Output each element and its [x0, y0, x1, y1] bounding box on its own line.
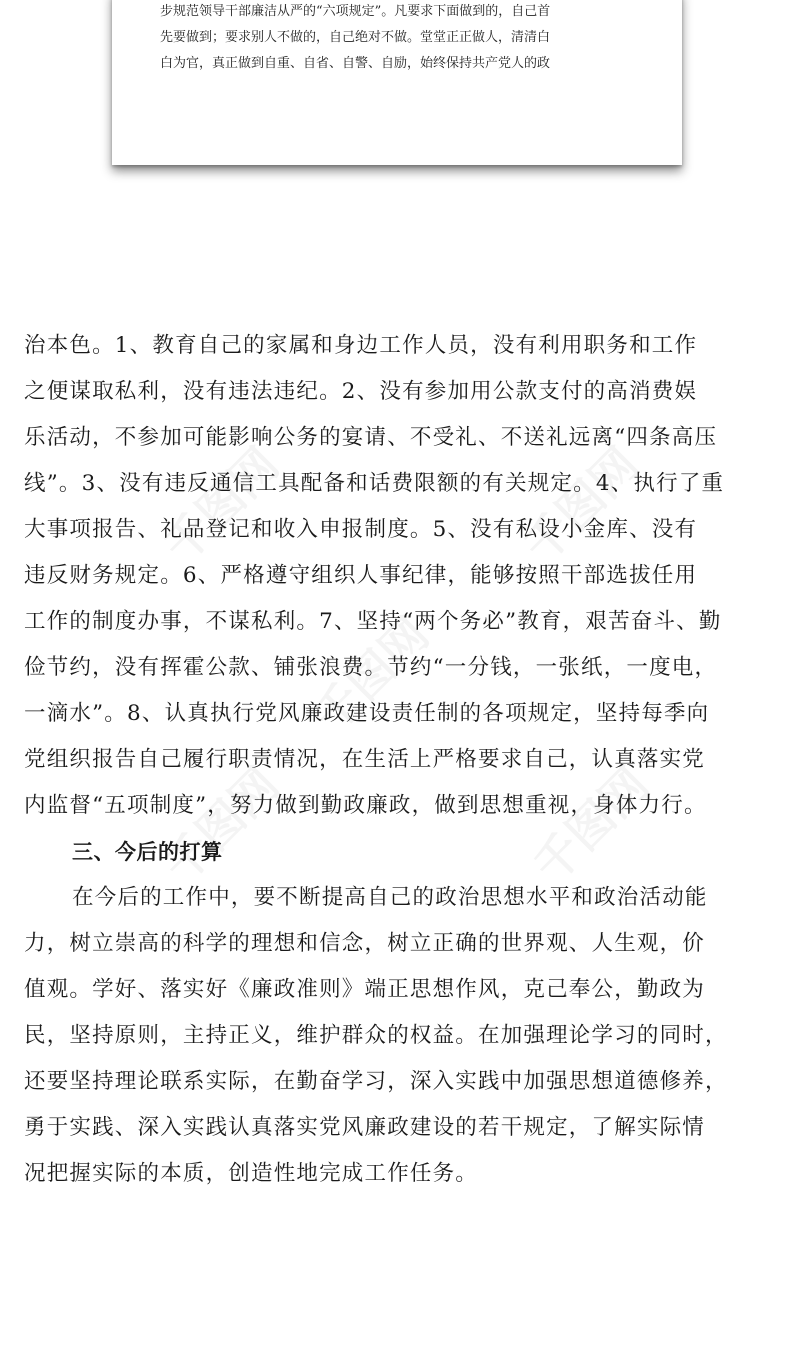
body-line: 大事项报告、礼品登记和收入申报制度。5、没有私设小金库、没有 [24, 517, 698, 542]
body-line: 勇于实践、深入实践认真落实党风廉政建设的若干规定，了解实际情 [24, 1115, 706, 1140]
card-line: 先要做到；要求别人不做的，自己绝对不做。堂堂正正做人，清清白 [160, 30, 551, 45]
body-line: 工作的制度办事，不谋私利。7、坚持“两个务必”教育，艰苦奋斗、勤 [24, 609, 722, 634]
body-line: 党组织报告自己履行职责情况，在生活上严格要求自己，认真落实党 [24, 747, 706, 772]
body-line: 一滴水”。8、认真执行党风廉政建设责任制的各项规定，坚持每季向 [24, 701, 710, 726]
body-line: 违反财务规定。6、严格遵守组织人事纪律，能够按照干部选拔任用 [24, 563, 698, 588]
body-line: 俭节约，没有挥霍公款、铺张浪费。节约“一分钱，一张纸，一度电， [24, 655, 718, 680]
body-line: 治本色。1、教育自己的家属和身边工作人员，没有利用职务和工作 [24, 333, 698, 358]
card-line: 白为官，真正做到自重、自省、自警、自励，始终保持共产党人的政 [160, 56, 551, 71]
body-line: 值观。学好、落实好《廉政准则》端正思想作风，克己奉公，勤政为 [24, 977, 706, 1002]
card-line: 步规范领导干部廉洁从严的“六项规定”。凡要求下面做到的，自己首 [160, 4, 551, 19]
body-line: 民，坚持原则，主持正义，维护群众的权益。在加强理论学习的同时， [24, 1023, 728, 1048]
body-line: 乐活动，不参加可能影响公务的宴请、不受礼、不送礼远离“四条高压 [24, 425, 718, 450]
body-line: 之便谋取私利，没有违法违纪。2、没有参加用公款支付的高消费娱 [24, 379, 698, 404]
body-line: 力，树立崇高的科学的理想和信念，树立正确的世界观、人生观，价 [24, 931, 706, 956]
body-line: 况把握实际的本质，创造性地完成工作任务。 [24, 1161, 479, 1186]
body-line: 内监督“五项制度”，努力做到勤政廉政，做到思想重视，身体力行。 [24, 793, 707, 818]
preview-card [112, 0, 682, 165]
body-line: 线”。3、没有违反通信工具配备和话费限额的有关规定。4、执行了重 [24, 471, 725, 496]
body-line: 还要坚持理论联系实际，在勤奋学习，深入实践中加强思想道德修养， [24, 1069, 728, 1094]
body-line: 在今后的工作中，要不断提高自己的政治思想水平和政治活动能 [72, 885, 708, 910]
section-heading: 三、今后的打算 [72, 840, 223, 864]
